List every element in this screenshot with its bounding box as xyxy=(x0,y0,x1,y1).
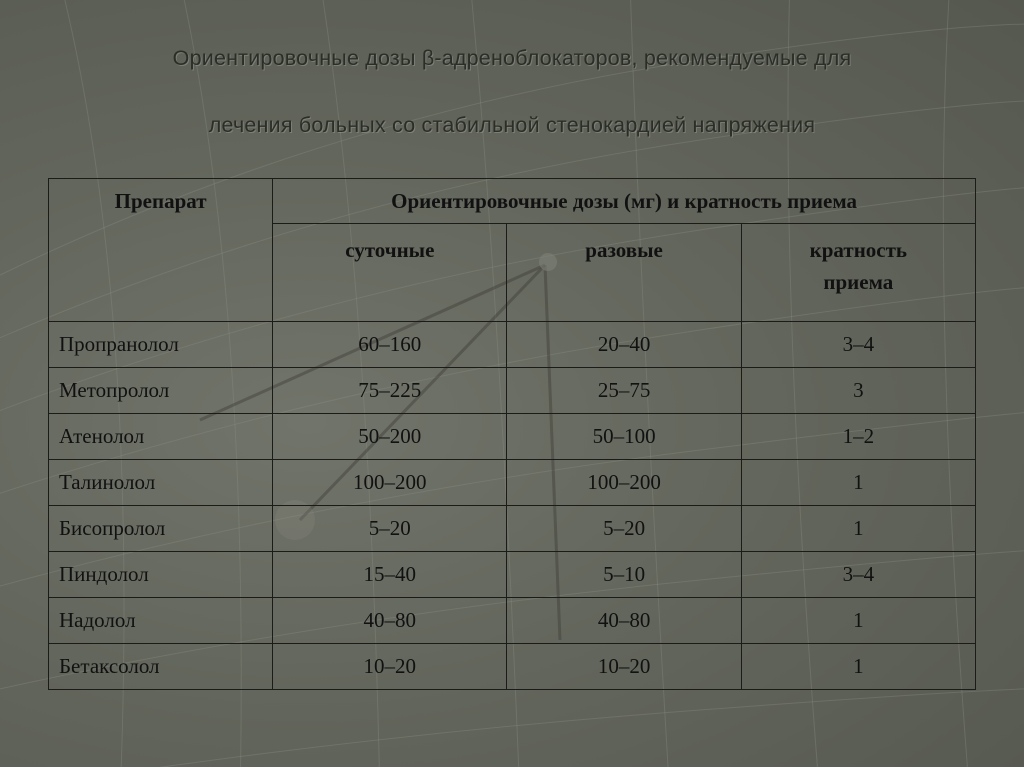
table-row xyxy=(49,506,976,552)
cell-single-dose: 5–10 xyxy=(507,552,741,598)
cell-drug: Пиндолол xyxy=(49,552,273,598)
header-drug: Препарат xyxy=(49,179,273,322)
cell-drug: Атенолол xyxy=(49,414,273,460)
cell-drug: Талинолол xyxy=(49,460,273,506)
table-row xyxy=(49,322,976,368)
cell-daily-dose: 15–40 xyxy=(273,552,507,598)
cell-single-dose: 25–75 xyxy=(507,368,741,414)
cell-daily-dose: 40–80 xyxy=(273,598,507,644)
cell-daily-dose: 100–200 xyxy=(273,460,507,506)
subheader-frequency-line-1: кратность xyxy=(809,238,908,262)
cell-drug: Надолол xyxy=(49,598,273,644)
cell-drug: Бисопролол xyxy=(49,506,273,552)
slide-title-line-1: Ориентировочные дозы β-адреноблокаторов, рекомендуемые для xyxy=(172,46,852,70)
subheader-frequency-line-2: приема xyxy=(823,270,894,294)
table-row xyxy=(49,460,976,506)
cell-frequency: 3–4 xyxy=(741,552,975,598)
table-row xyxy=(49,414,976,460)
cell-daily-dose: 50–200 xyxy=(273,414,507,460)
cell-single-dose: 100–200 xyxy=(507,460,741,506)
cell-frequency: 1–2 xyxy=(741,414,975,460)
cell-drug: Пропранолол xyxy=(49,322,273,368)
cell-daily-dose: 60–160 xyxy=(273,322,507,368)
cell-single-dose: 10–20 xyxy=(507,644,741,690)
cell-frequency: 3–4 xyxy=(741,322,975,368)
table-row xyxy=(49,552,976,598)
beta-blocker-dose-table xyxy=(48,178,976,690)
cell-drug: Метопролол xyxy=(49,368,273,414)
table-row xyxy=(49,598,976,644)
cell-single-dose: 5–20 xyxy=(507,506,741,552)
subheader-daily: суточные xyxy=(273,224,507,322)
subheader-frequency xyxy=(741,224,975,322)
subheader-single: разовые xyxy=(507,224,741,322)
table-header-row xyxy=(49,179,976,224)
cell-single-dose: 20–40 xyxy=(507,322,741,368)
cell-frequency: 1 xyxy=(741,460,975,506)
cell-frequency: 1 xyxy=(741,506,975,552)
cell-daily-dose: 10–20 xyxy=(273,644,507,690)
cell-single-dose: 50–100 xyxy=(507,414,741,460)
cell-frequency: 3 xyxy=(741,368,975,414)
slide-title-line-2: лечения больных со стабильной стенокардией напряжения xyxy=(208,113,816,137)
cell-daily-dose: 75–225 xyxy=(273,368,507,414)
header-doses: Ориентировочные дозы (мг) и кратность приема xyxy=(273,179,976,224)
table-row xyxy=(49,368,976,414)
cell-daily-dose: 5–20 xyxy=(273,506,507,552)
cell-single-dose: 40–80 xyxy=(507,598,741,644)
cell-frequency: 1 xyxy=(741,598,975,644)
table-row xyxy=(49,644,976,690)
cell-frequency: 1 xyxy=(741,644,975,690)
cell-drug: Бетаксолол xyxy=(49,644,273,690)
